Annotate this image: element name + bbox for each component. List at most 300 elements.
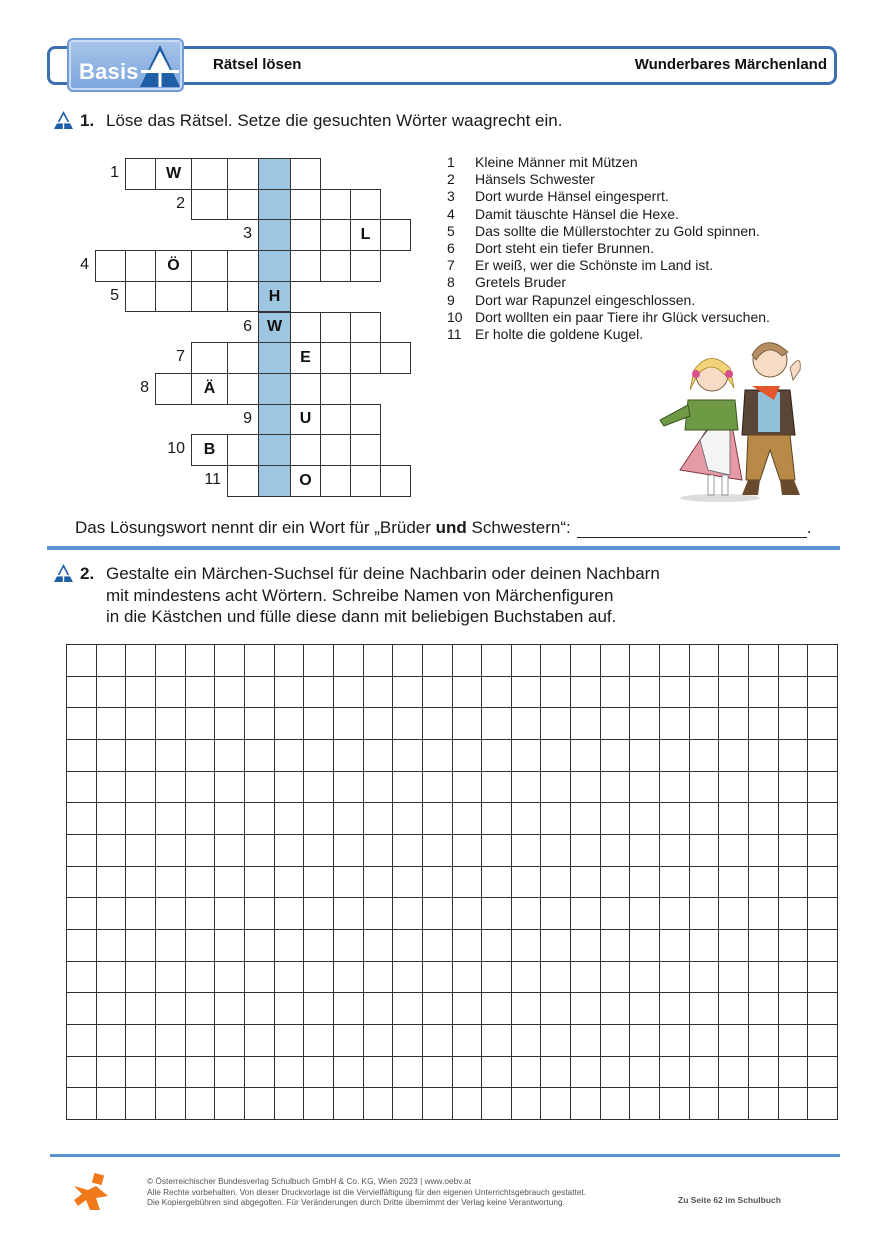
grid-cell[interactable] [690,1088,720,1120]
grid-cell[interactable] [690,803,720,835]
grid-cell[interactable] [571,708,601,740]
grid-cell[interactable] [779,898,809,930]
grid-cell[interactable] [512,645,542,677]
grid-cell[interactable] [67,835,97,867]
crossword-solution-cell[interactable] [258,219,291,251]
grid-cell[interactable] [423,708,453,740]
grid-cell[interactable] [126,930,156,962]
grid-cell[interactable] [719,898,749,930]
grid-cell[interactable] [215,677,245,709]
grid-cell[interactable] [571,1025,601,1057]
grid-cell[interactable] [126,867,156,899]
grid-cell[interactable] [690,740,720,772]
grid-cell[interactable] [512,803,542,835]
grid-cell[interactable] [215,1088,245,1120]
grid-cell[interactable] [512,1025,542,1057]
grid-cell[interactable] [749,740,779,772]
grid-cell[interactable] [749,1025,779,1057]
grid-cell[interactable] [304,740,334,772]
grid-cell[interactable] [393,1088,423,1120]
grid-cell[interactable] [453,803,483,835]
crossword-cell[interactable] [191,158,228,190]
crossword-solution-cell[interactable]: W [258,312,291,344]
grid-cell[interactable] [245,993,275,1025]
grid-cell[interactable] [334,962,364,994]
grid-cell[interactable] [541,1057,571,1089]
grid-cell[interactable] [630,962,660,994]
grid-cell[interactable] [67,1057,97,1089]
grid-cell[interactable] [97,803,127,835]
crossword-cell[interactable] [155,281,192,313]
grid-cell[interactable] [186,930,216,962]
grid-cell[interactable] [779,772,809,804]
grid-cell[interactable] [393,962,423,994]
grid-cell[interactable] [482,740,512,772]
grid-cell[interactable] [482,930,512,962]
crossword-solution-cell[interactable] [258,250,291,282]
crossword-cell[interactable] [191,342,228,374]
grid-cell[interactable] [67,740,97,772]
grid-cell[interactable] [97,708,127,740]
crossword-cell[interactable] [320,342,351,374]
grid-cell[interactable] [690,835,720,867]
crossword-cell[interactable] [290,219,321,251]
grid-cell[interactable] [660,993,690,1025]
grid-cell[interactable] [245,772,275,804]
grid-cell[interactable] [512,740,542,772]
grid-cell[interactable] [156,930,186,962]
grid-cell[interactable] [304,803,334,835]
grid-cell[interactable] [156,803,186,835]
crossword-cell[interactable] [350,434,381,466]
grid-cell[interactable] [690,645,720,677]
grid-cell[interactable] [334,867,364,899]
grid-cell[interactable] [690,867,720,899]
grid-cell[interactable] [660,677,690,709]
grid-cell[interactable] [601,930,631,962]
crossword-cell[interactable]: E [290,342,321,374]
grid-cell[interactable] [215,740,245,772]
grid-cell[interactable] [393,677,423,709]
grid-cell[interactable] [67,1025,97,1057]
grid-cell[interactable] [275,645,305,677]
crossword-cell[interactable] [320,189,351,221]
grid-cell[interactable] [779,645,809,677]
grid-cell[interactable] [660,962,690,994]
grid-cell[interactable] [482,993,512,1025]
grid-cell[interactable] [423,803,453,835]
grid-cell[interactable] [779,1057,809,1089]
grid-cell[interactable] [690,930,720,962]
grid-cell[interactable] [423,1025,453,1057]
grid-cell[interactable] [779,1088,809,1120]
grid-cell[interactable] [749,930,779,962]
grid-cell[interactable] [719,708,749,740]
grid-cell[interactable] [482,1025,512,1057]
grid-cell[interactable] [601,993,631,1025]
grid-cell[interactable] [601,740,631,772]
crossword-cell[interactable]: L [350,219,381,251]
grid-cell[interactable] [245,898,275,930]
grid-cell[interactable] [719,867,749,899]
grid-cell[interactable] [215,772,245,804]
grid-cell[interactable] [541,803,571,835]
crossword-cell[interactable] [227,250,259,282]
crossword-solution-cell[interactable] [258,465,291,497]
grid-cell[interactable] [245,645,275,677]
grid-cell[interactable] [275,1025,305,1057]
grid-cell[interactable] [215,867,245,899]
grid-cell[interactable] [749,677,779,709]
grid-cell[interactable] [215,835,245,867]
grid-cell[interactable] [601,645,631,677]
grid-cell[interactable] [482,677,512,709]
grid-cell[interactable] [571,772,601,804]
grid-cell[interactable] [304,772,334,804]
grid-cell[interactable] [186,772,216,804]
crossword-cell[interactable] [320,465,351,497]
grid-cell[interactable] [334,772,364,804]
grid-cell[interactable] [334,930,364,962]
crossword-cell[interactable] [350,342,381,374]
grid-cell[interactable] [364,835,394,867]
crossword-cell[interactable] [227,434,259,466]
crossword-cell[interactable] [290,250,321,282]
grid-cell[interactable] [630,898,660,930]
grid-cell[interactable] [275,708,305,740]
grid-cell[interactable] [156,962,186,994]
grid-cell[interactable] [453,835,483,867]
crossword-solution-cell[interactable] [258,373,291,405]
grid-cell[interactable] [779,835,809,867]
crossword-solution-cell[interactable]: H [258,281,291,313]
grid-cell[interactable] [541,930,571,962]
crossword-cell[interactable] [350,465,381,497]
grid-cell[interactable] [97,677,127,709]
crossword-cell[interactable] [125,158,156,190]
grid-cell[interactable] [97,1088,127,1120]
grid-cell[interactable] [186,1057,216,1089]
grid-cell[interactable] [423,898,453,930]
crossword-cell[interactable]: B [191,434,228,466]
grid-cell[interactable] [186,645,216,677]
crossword-cell[interactable] [227,281,259,313]
grid-cell[interactable] [690,677,720,709]
grid-cell[interactable] [630,1088,660,1120]
grid-cell[interactable] [719,930,749,962]
grid-cell[interactable] [541,1025,571,1057]
grid-cell[interactable] [453,993,483,1025]
grid-cell[interactable] [67,993,97,1025]
grid-cell[interactable] [364,1057,394,1089]
grid-cell[interactable] [186,740,216,772]
grid-cell[interactable] [482,772,512,804]
grid-cell[interactable] [690,1025,720,1057]
grid-cell[interactable] [779,677,809,709]
grid-cell[interactable] [67,898,97,930]
grid-cell[interactable] [601,708,631,740]
grid-cell[interactable] [541,677,571,709]
grid-cell[interactable] [660,1057,690,1089]
grid-cell[interactable] [156,1057,186,1089]
grid-cell[interactable] [630,993,660,1025]
grid-cell[interactable] [364,772,394,804]
crossword-cell[interactable] [320,404,351,436]
grid-cell[interactable] [453,677,483,709]
crossword-solution-cell[interactable] [258,158,291,190]
grid-cell[interactable] [126,962,156,994]
grid-cell[interactable] [156,1088,186,1120]
grid-cell[interactable] [630,708,660,740]
grid-cell[interactable] [749,962,779,994]
grid-cell[interactable] [215,993,245,1025]
grid-cell[interactable] [660,1025,690,1057]
crossword-cell[interactable] [380,219,411,251]
grid-cell[interactable] [304,835,334,867]
grid-cell[interactable] [275,962,305,994]
grid-cell[interactable] [630,867,660,899]
grid-cell[interactable] [719,1088,749,1120]
crossword-solution-cell[interactable] [258,404,291,436]
grid-cell[interactable] [482,898,512,930]
grid-cell[interactable] [126,1025,156,1057]
grid-cell[interactable] [67,645,97,677]
grid-cell[interactable] [215,803,245,835]
grid-cell[interactable] [779,867,809,899]
crossword-cell[interactable] [350,189,381,221]
grid-cell[interactable] [215,1057,245,1089]
grid-cell[interactable] [275,867,305,899]
grid-cell[interactable] [275,1088,305,1120]
grid-cell[interactable] [156,645,186,677]
grid-cell[interactable] [275,803,305,835]
crossword-cell[interactable] [95,250,126,282]
grid-cell[interactable] [719,835,749,867]
grid-cell[interactable] [334,898,364,930]
grid-cell[interactable] [275,835,305,867]
grid-cell[interactable] [334,708,364,740]
grid-cell[interactable] [245,962,275,994]
grid-cell[interactable] [571,677,601,709]
grid-cell[interactable] [660,708,690,740]
grid-cell[interactable] [719,962,749,994]
grid-cell[interactable] [334,1025,364,1057]
grid-cell[interactable] [97,962,127,994]
grid-cell[interactable] [749,867,779,899]
grid-cell[interactable] [512,677,542,709]
grid-cell[interactable] [364,677,394,709]
grid-cell[interactable] [541,708,571,740]
grid-cell[interactable] [304,867,334,899]
grid-cell[interactable] [512,962,542,994]
grid-cell[interactable] [97,930,127,962]
grid-cell[interactable] [601,1088,631,1120]
grid-cell[interactable] [245,803,275,835]
grid-cell[interactable] [304,962,334,994]
grid-cell[interactable] [808,835,838,867]
grid-cell[interactable] [215,930,245,962]
grid-cell[interactable] [186,962,216,994]
grid-cell[interactable] [453,1088,483,1120]
grid-cell[interactable] [719,772,749,804]
grid-cell[interactable] [67,867,97,899]
grid-cell[interactable] [541,1088,571,1120]
grid-cell[interactable] [453,1057,483,1089]
grid-cell[interactable] [275,993,305,1025]
grid-cell[interactable] [67,677,97,709]
grid-cell[interactable] [186,835,216,867]
grid-cell[interactable] [126,677,156,709]
grid-cell[interactable] [779,1025,809,1057]
grid-cell[interactable] [364,930,394,962]
crossword-cell[interactable]: U [290,404,321,436]
grid-cell[interactable] [334,993,364,1025]
grid-cell[interactable] [453,645,483,677]
grid-cell[interactable] [571,867,601,899]
grid-cell[interactable] [541,645,571,677]
grid-cell[interactable] [601,962,631,994]
grid-cell[interactable] [334,677,364,709]
grid-cell[interactable] [601,677,631,709]
grid-cell[interactable] [808,962,838,994]
grid-cell[interactable] [364,898,394,930]
grid-cell[interactable] [660,835,690,867]
grid-cell[interactable] [779,993,809,1025]
grid-cell[interactable] [97,898,127,930]
grid-cell[interactable] [304,1025,334,1057]
crossword-cell[interactable] [380,342,411,374]
grid-cell[interactable] [749,993,779,1025]
grid-cell[interactable] [364,708,394,740]
grid-cell[interactable] [630,930,660,962]
grid-cell[interactable] [186,1025,216,1057]
grid-cell[interactable] [601,835,631,867]
grid-cell[interactable] [156,835,186,867]
grid-cell[interactable] [808,645,838,677]
grid-cell[interactable] [423,1057,453,1089]
grid-cell[interactable] [245,677,275,709]
grid-cell[interactable] [97,867,127,899]
grid-cell[interactable] [660,898,690,930]
grid-cell[interactable] [601,898,631,930]
grid-cell[interactable] [808,993,838,1025]
crossword-cell[interactable] [290,434,321,466]
grid-cell[interactable] [423,835,453,867]
grid-cell[interactable] [512,1057,542,1089]
grid-cell[interactable] [601,1057,631,1089]
grid-cell[interactable] [512,867,542,899]
grid-cell[interactable] [393,835,423,867]
grid-cell[interactable] [690,993,720,1025]
grid-cell[interactable] [630,772,660,804]
grid-cell[interactable] [512,835,542,867]
crossword-cell[interactable] [320,312,351,344]
grid-cell[interactable] [630,1025,660,1057]
grid-cell[interactable] [601,803,631,835]
grid-cell[interactable] [186,677,216,709]
grid-cell[interactable] [630,645,660,677]
grid-cell[interactable] [660,772,690,804]
grid-cell[interactable] [393,898,423,930]
grid-cell[interactable] [779,708,809,740]
grid-cell[interactable] [423,962,453,994]
grid-cell[interactable] [571,898,601,930]
grid-cell[interactable] [630,1057,660,1089]
grid-cell[interactable] [334,1057,364,1089]
grid-cell[interactable] [364,1025,394,1057]
grid-cell[interactable] [393,930,423,962]
grid-cell[interactable] [97,740,127,772]
grid-cell[interactable] [541,772,571,804]
grid-cell[interactable] [126,740,156,772]
grid-cell[interactable] [393,803,423,835]
grid-cell[interactable] [541,740,571,772]
grid-cell[interactable] [571,993,601,1025]
grid-cell[interactable] [571,645,601,677]
grid-cell[interactable] [245,708,275,740]
grid-cell[interactable] [779,803,809,835]
grid-cell[interactable] [393,708,423,740]
grid-cell[interactable] [719,993,749,1025]
grid-cell[interactable] [423,930,453,962]
grid-cell[interactable] [393,740,423,772]
grid-cell[interactable] [423,1088,453,1120]
crossword-solution-cell[interactable] [258,189,291,221]
grid-cell[interactable] [482,1088,512,1120]
crossword-cell[interactable] [320,434,351,466]
grid-cell[interactable] [512,993,542,1025]
grid-cell[interactable] [453,898,483,930]
grid-cell[interactable] [186,867,216,899]
crossword-cell[interactable]: Ö [155,250,192,282]
grid-cell[interactable] [97,772,127,804]
grid-cell[interactable] [304,1088,334,1120]
grid-cell[interactable] [719,803,749,835]
grid-cell[interactable] [126,645,156,677]
grid-cell[interactable] [215,645,245,677]
grid-cell[interactable] [453,867,483,899]
crossword-cell[interactable] [191,189,228,221]
grid-cell[interactable] [453,740,483,772]
grid-cell[interactable] [245,835,275,867]
solution-answer-blank[interactable] [577,520,807,538]
crossword-cell[interactable] [350,312,381,344]
grid-cell[interactable] [423,867,453,899]
grid-cell[interactable] [245,1057,275,1089]
crossword-cell[interactable] [125,281,156,313]
grid-cell[interactable] [126,898,156,930]
grid-cell[interactable] [215,898,245,930]
grid-cell[interactable] [541,867,571,899]
grid-cell[interactable] [97,1057,127,1089]
grid-cell[interactable] [67,772,97,804]
grid-cell[interactable] [512,898,542,930]
grid-cell[interactable] [690,962,720,994]
grid-cell[interactable] [571,803,601,835]
grid-cell[interactable] [779,962,809,994]
grid-cell[interactable] [660,803,690,835]
grid-cell[interactable] [660,930,690,962]
crossword-cell[interactable] [191,250,228,282]
grid-cell[interactable] [215,962,245,994]
grid-cell[interactable] [97,993,127,1025]
grid-cell[interactable] [482,835,512,867]
grid-cell[interactable] [808,1088,838,1120]
grid-cell[interactable] [808,803,838,835]
grid-cell[interactable] [571,1088,601,1120]
grid-cell[interactable] [364,803,394,835]
grid-cell[interactable] [630,740,660,772]
